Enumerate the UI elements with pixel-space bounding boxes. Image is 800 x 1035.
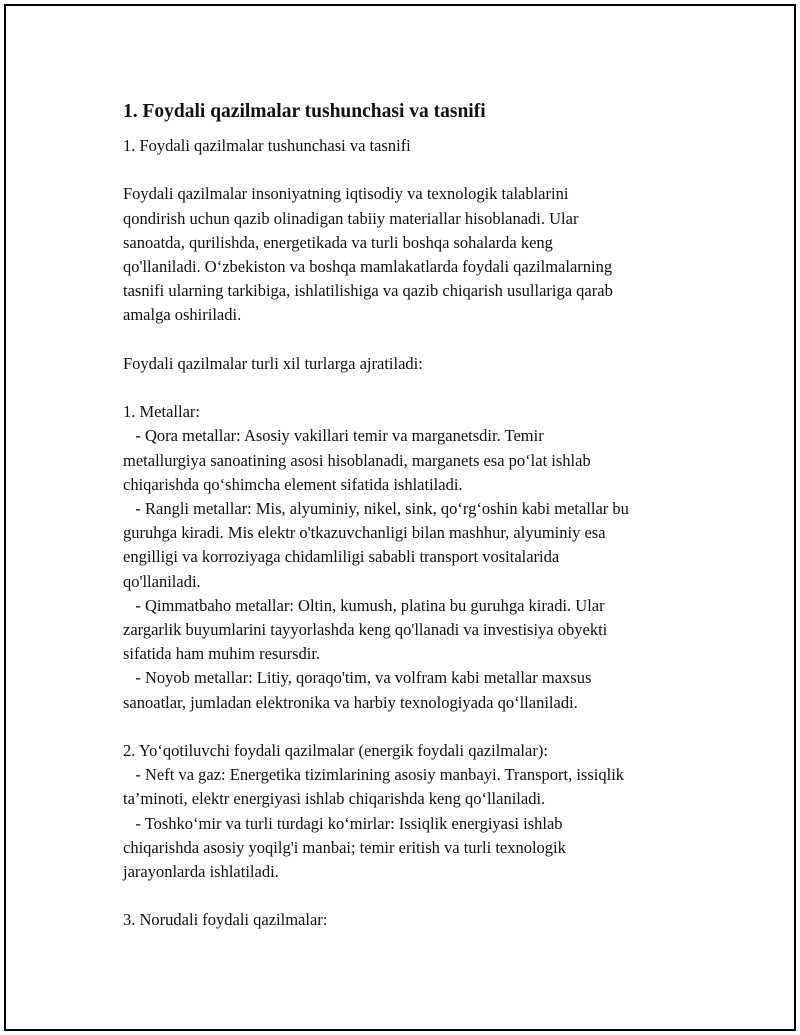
page-frame xyxy=(4,4,796,1031)
paragraph-gap xyxy=(123,884,698,908)
intro-paragraph: Foydali qazilmalar insoniyatning iqtisodiy va texnologik talablarini qondirish uchun qazib olinadigan tabiiy materiallar hisoblanadi. Ular sanoatda, qurilishda, energetikada va turli boshqa sohalarda keng qo'llaniladi. O‘zbekiston va boshqa mamlakatlarda foydali qazilmalarning tasnifi ularning tarkibiga, ishlatilishiga va qazib chiqarish usullariga qarab amalga oshiriladi. xyxy=(123,184,613,325)
paragraph-gap xyxy=(123,328,698,352)
paragraph-gap xyxy=(123,158,698,182)
heading-line: 1. Foydali qazilmalar tushunchasi va tasnifi xyxy=(123,136,411,155)
metals-section: 1. Metallar: - Qora metallar: Asosiy vakillari temir va marganetsdir. Temir metallurgiya sanoatining asosi hisoblanadi, marganets esa po‘lat ishlab chiqarishda qo‘shimcha element sifatida ishlatiladi. - Rangli metallar: Mis, alyuminiy, nikel, sink, qo‘rg‘oshin kabi metallar bu guruhga kiradi. Mis elektr o'tkazuvchanligi bilan mashhur, alyuminiy esa engilligi va korroziyaga chidamliligi sababli transport vositalarida qo'llaniladi. - Qimmatbaho metallar: Oltin, kumush, platina bu guruhga kiradi. Ular zargarlik buyumlarini tayyorlashda keng qo'llanadi va investisiya obyekti sifatida ham muhim resursdir. - Noyob metallar: Litiy, qoraqo'tim, va volfram kabi metallar maxsus sanoatlar, jumladan elektronika va harbiy texnologiyada qo‘llaniladi. xyxy=(123,402,629,712)
energy-minerals-section: 2. Yo‘qotiluvchi foydali qazilmalar (energik foydali qazilmalar): - Neft va gaz: Energetika tizimlarining asosiy manbayi. Transport, issiqlik ta’minoti, elektr energiyasi ishlab chiqarishda keng qo‘llaniladi. - Toshko‘mir va turli turdagi ko‘mirlar: Issiqlik energiyasi ishlab chiqarishda asosiy yoqilg'i manbai; temir eritish va turli texnologik jarayonlarda ishlatiladi. xyxy=(123,741,625,882)
document-title: 1. Foydali qazilmalar tushunchasi va tasnifi xyxy=(123,101,486,122)
non-metallic-section: 3. Norudali foydali qazilmalar: xyxy=(123,910,328,930)
paragraph-gap xyxy=(123,715,698,739)
paragraph-gap xyxy=(123,376,698,400)
types-intro-paragraph: Foydali qazilmalar turli xil turlarga ajratiladi: xyxy=(123,353,423,373)
document-body xyxy=(123,98,698,933)
